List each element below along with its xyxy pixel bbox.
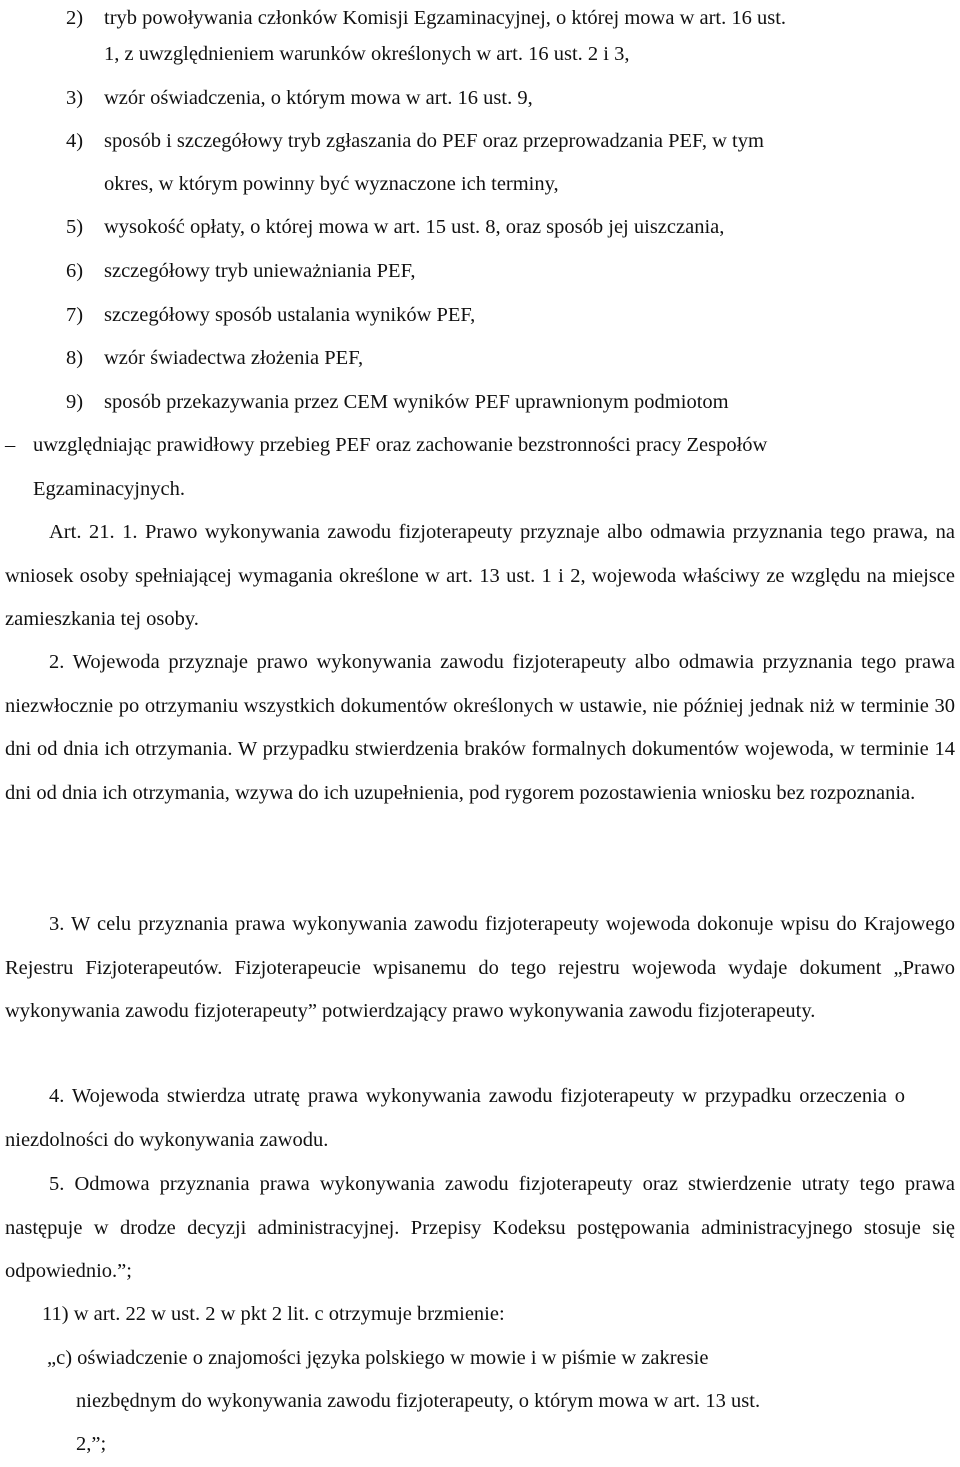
list-number: 4) bbox=[66, 130, 84, 152]
list-item-4 bbox=[66, 120, 946, 164]
list-item-3 bbox=[66, 77, 946, 121]
list-item-9 bbox=[66, 381, 946, 425]
list-item-2-continuation: 1, z uwzględnieniem warunków określonych w art. 16 ust. 2 i 3, bbox=[104, 43, 630, 65]
quote-line-3: 2,”; bbox=[76, 1433, 107, 1455]
list-item-4-continuation: okres, w którym powinny być wyznaczone ich terminy, bbox=[104, 173, 559, 195]
article-21-paragraph-2: 2. Wojewoda przyznaje prawo wykonywania zawodu fizjoterapeuty albo odmawia przyznania tego prawa niezwłocznie po otrzymaniu wszystkich dokumentów określonych w ustawie, nie później jednak niż w terminie 30 dni od dnia ich otrzymania. W przypadku stwierdzenia braków formalnych dokumentów wojewoda, w terminie 14 dni od dnia ich otrzymania, wzywa do ich uzupełnienia, pod rygorem pozostawienia wniosku bez rozpoznania. bbox=[5, 651, 955, 804]
amendment-item-11: 11) w art. 22 w ust. 2 w pkt 2 lit. c otrzymuje brzmienie: bbox=[42, 1303, 505, 1325]
list-number: 3) bbox=[66, 87, 84, 109]
list-number: 8) bbox=[66, 347, 84, 369]
list-number: 6) bbox=[66, 260, 84, 282]
closing-clause bbox=[5, 424, 955, 468]
list-text: wysokość opłaty, o której mowa w art. 15 ust. 8, oraz sposób jej uiszczania, bbox=[104, 216, 725, 238]
list-number: 2) bbox=[66, 7, 84, 29]
list-text: tryb powoływania członków Komisji Egzaminacyjnej, o której mowa w art. 16 ust. bbox=[104, 7, 787, 29]
quote-line-2: niezbędnym do wykonywania zawodu fizjoterapeuty, o którym mowa w art. 13 ust. bbox=[76, 1390, 761, 1412]
list-item-7 bbox=[66, 294, 946, 338]
list-text: sposób i szczegółowy tryb zgłaszania do PEF oraz przeprowadzania PEF, w tym bbox=[104, 130, 764, 152]
article-21-paragraph-4: 4. Wojewoda stwierdza utratę prawa wykonywania zawodu fizjoterapeuty w przypadku orzeczenia o niezdolności do wykonywania zawodu. bbox=[5, 1085, 905, 1151]
article-21-paragraph-3: 3. W celu przyznania prawa wykonywania zawodu fizjoterapeuty wojewoda dokonuje wpisu do Krajowego Rejestru Fizjoterapeutów. Fizjoterapeucie wpisanemu do tego rejestru wojewoda wydaje dokument „Prawo wykonywania zawodu fizjoterapeuty” potwierdzający prawo wykonywania zawodu fizjoterapeuty. bbox=[5, 913, 955, 1022]
article-21-paragraph-5: 5. Odmowa przyznania prawa wykonywania zawodu fizjoterapeuty oraz stwierdzenie utraty tego prawa następuje w drodze decyzji administracyjnej. Przepisy Kodeksu postępowania administracyjnego stosuje się odpowiednio.”; bbox=[5, 1173, 955, 1282]
list-number: 9) bbox=[66, 391, 84, 413]
dash-mark: – bbox=[5, 434, 16, 456]
list-text: sposób przekazywania przez CEM wyników PEF uprawnionym podmiotom bbox=[104, 391, 729, 413]
list-item-6 bbox=[66, 250, 946, 294]
list-item-8 bbox=[66, 337, 946, 381]
closing-clause-line1: uwzględniając prawidłowy przebieg PEF oraz zachowanie bezstronności pracy Zespołów bbox=[33, 434, 768, 456]
list-text: szczegółowy sposób ustalania wyników PEF, bbox=[104, 304, 476, 326]
list-number: 5) bbox=[66, 216, 84, 238]
article-21-paragraph-1: Art. 21. 1. Prawo wykonywania zawodu fizjoterapeuty przyznaje albo odmawia przyznania tego prawa, na wniosek osoby spełniającej wymagania określone w art. 13 ust. 1 i 2, wojewoda właściwy ze względu na miejsce zamieszkania tej osoby. bbox=[5, 521, 955, 630]
list-number: 7) bbox=[66, 304, 84, 326]
list-item-5 bbox=[66, 206, 946, 250]
closing-clause-line2: Egzaminacyjnych. bbox=[33, 478, 185, 500]
list-text: wzór świadectwa złożenia PEF, bbox=[104, 347, 364, 369]
quote-line-1: „c) oświadczenie o znajomości języka polskiego w mowie i w piśmie w zakresie bbox=[47, 1347, 709, 1369]
list-text: szczegółowy tryb unieważniania PEF, bbox=[104, 260, 416, 282]
list-text: wzór oświadczenia, o którym mowa w art. 16 ust. 9, bbox=[104, 87, 533, 109]
